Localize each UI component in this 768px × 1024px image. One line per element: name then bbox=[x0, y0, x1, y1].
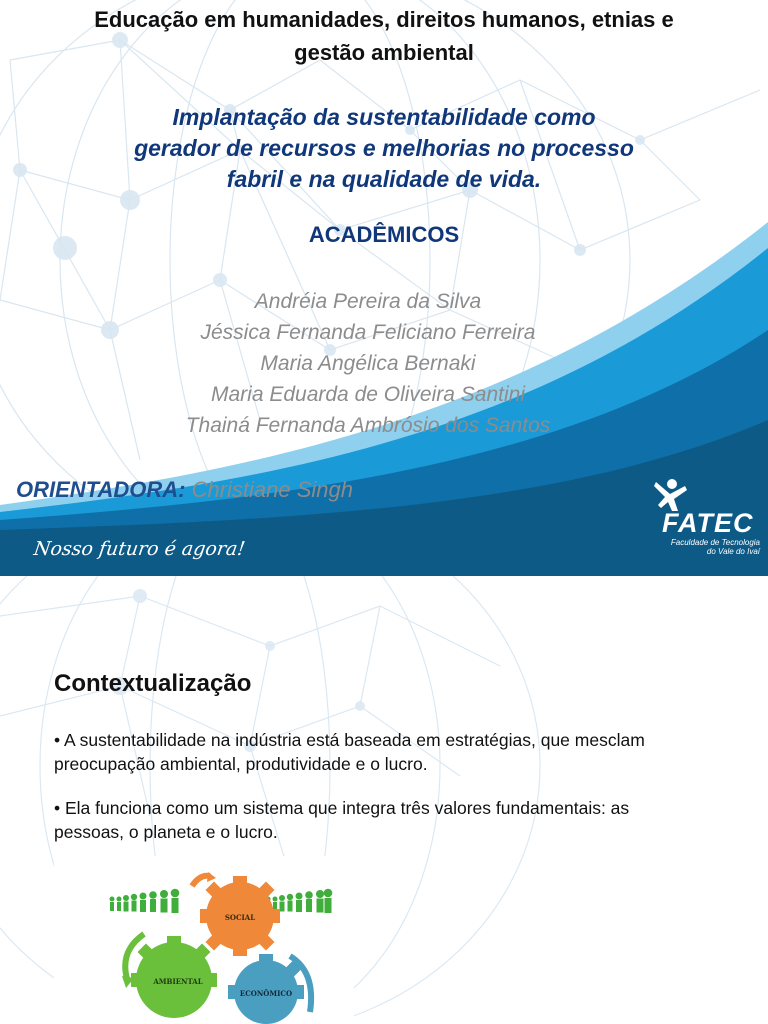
bullet-2-line2: pessoas, o planeta e o lucro. bbox=[54, 822, 278, 842]
fatec-person-logo-icon bbox=[652, 478, 692, 512]
logo-sub-line1: Faculdade de Tecnologia bbox=[670, 538, 760, 547]
subtitle-line3: fabril e na qualidade de vida. bbox=[226, 166, 542, 192]
bullet-1-line1: • A sustentabilidade na indústria está baseada em estratégias, que mesclam bbox=[54, 730, 645, 750]
gear-label-ambiental: AMBIENTAL bbox=[153, 977, 203, 986]
slide-title-line2: gestão ambiental bbox=[294, 40, 474, 65]
orientadora bbox=[16, 477, 353, 503]
section-title: Contextualização bbox=[54, 670, 252, 697]
student-name: Thainá Fernanda Ambrósio dos Santos bbox=[185, 414, 551, 437]
content-slide bbox=[0, 576, 768, 1024]
orientadora-label: ORIENTADORA: bbox=[16, 477, 186, 502]
slogan: Nosso futuro é agora! bbox=[32, 538, 247, 560]
slide-title-line1: Educação em humanidades, direitos humanos, etnias e bbox=[94, 7, 674, 32]
fatec-logo bbox=[648, 478, 762, 558]
gear-label-economico: ECONÔMICO bbox=[239, 989, 293, 998]
logo-sub-line2: do Vale do Ivaí bbox=[706, 547, 760, 556]
bullet-1-line2: preocupação ambiental, produtividade e o lucro. bbox=[54, 754, 428, 774]
sustainability-gears-diagram bbox=[104, 872, 336, 1024]
logo-subtitle bbox=[660, 538, 760, 556]
student-name: Maria Angélica Bernaki bbox=[260, 352, 476, 375]
student-name: Andréia Pereira da Silva bbox=[254, 290, 482, 313]
student-name: Maria Eduarda de Oliveira Santini bbox=[211, 383, 525, 406]
orientadora-name: Christiane Singh bbox=[191, 477, 354, 502]
subtitle-line1: Implantação da sustentabilidade como bbox=[172, 104, 596, 130]
subtitle-line2: gerador de recursos e melhorias no processo bbox=[134, 135, 634, 161]
logo-word: FATEC bbox=[662, 508, 754, 538]
gear-label-social: SOCIAL bbox=[224, 913, 256, 922]
academicos-heading: ACADÊMICOS bbox=[308, 222, 460, 247]
bullet-2-line1: • Ela funciona como um sistema que integra três valores fundamentais: as bbox=[54, 798, 630, 818]
student-name: Jéssica Fernanda Feliciano Ferreira bbox=[200, 321, 536, 344]
